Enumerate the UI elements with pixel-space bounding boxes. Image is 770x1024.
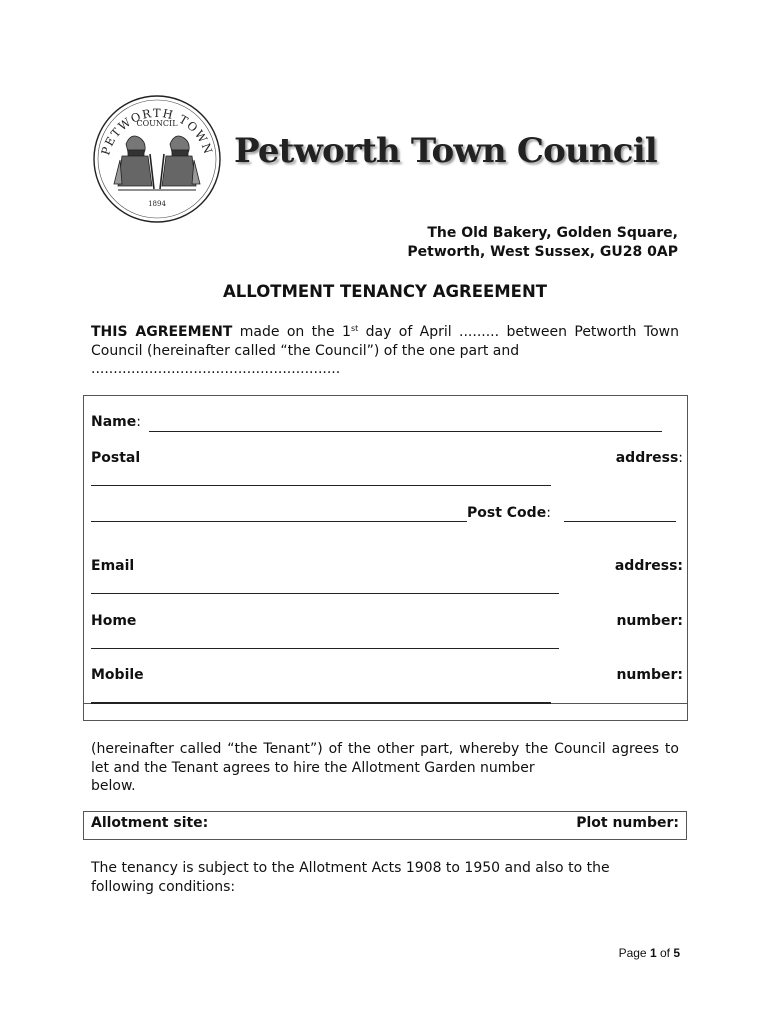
email-label: Email [91,558,135,574]
seal-ring-text: PETWORTH TOWN [98,105,216,157]
home-label: Home [91,613,137,629]
mobile-number-label: number: [616,667,683,683]
intro-rest: day of April ......... between Petworth Town Council (hereinafter called “the Council”) of the one part and [91,324,679,359]
intro-dots: ........................................................ [91,361,341,377]
name-label: Name: [91,414,141,430]
address-line-2: Petworth, West Sussex, GU28 0AP [407,244,678,260]
tenant-details-box [83,395,688,721]
seal-year: 1894 [148,200,166,208]
page-footer: Page 1 of 5 [618,946,680,960]
conditions-paragraph-end: following conditions: [91,878,236,895]
agreement-title: ALLOTMENT TENANCY AGREEMENT [222,282,548,301]
home-number-field-line[interactable] [91,648,559,649]
allotment-plot-box [83,811,687,840]
plot-number-label: Plot number: [576,815,679,831]
allotment-site-label: Allotment site: [91,815,209,831]
name-field-line[interactable] [149,431,662,432]
postal-label: Postal [91,450,141,466]
postal-address-line-2[interactable] [91,521,467,522]
conditions-paragraph [91,859,679,896]
intro-ordinal: st [350,324,359,333]
intro-made-on: made on the 1 [232,324,351,340]
email-address-label: address: [614,558,683,574]
email-field-line[interactable] [91,593,559,594]
tenant-paragraph-end: below. [91,778,136,794]
total-pages-number: 5 [673,946,680,960]
tenant-paragraph-text: (hereinafter called “the Tenant”) of the other part, whereby the Council agrees to let and the Tenant agrees to hire the Allotment Garden number [91,741,679,776]
postal-address-line-1[interactable] [91,485,551,486]
post-code-field-line[interactable] [564,521,676,522]
current-page-number: 1 [649,946,657,960]
mobile-label: Mobile [91,667,144,683]
address-line-1: The Old Bakery, Golden Square, [427,225,678,241]
intro-paragraph [91,323,679,379]
postal-address-label: address: [615,450,683,466]
conditions-paragraph-text: The tenancy is subject to the Allotment Acts 1908 to 1950 and also to the [91,860,610,876]
home-number-label: number: [616,613,683,629]
intro-lead: THIS AGREEMENT [91,324,233,340]
council-seal-logo [92,94,222,224]
council-name-heading: Petworth Town Council [234,131,657,171]
mobile-number-field-line[interactable] [91,702,551,704]
post-code-label: Post Code: [467,505,551,521]
seal-inner-text: COUNCIL [136,119,178,128]
tenant-paragraph [91,740,679,796]
